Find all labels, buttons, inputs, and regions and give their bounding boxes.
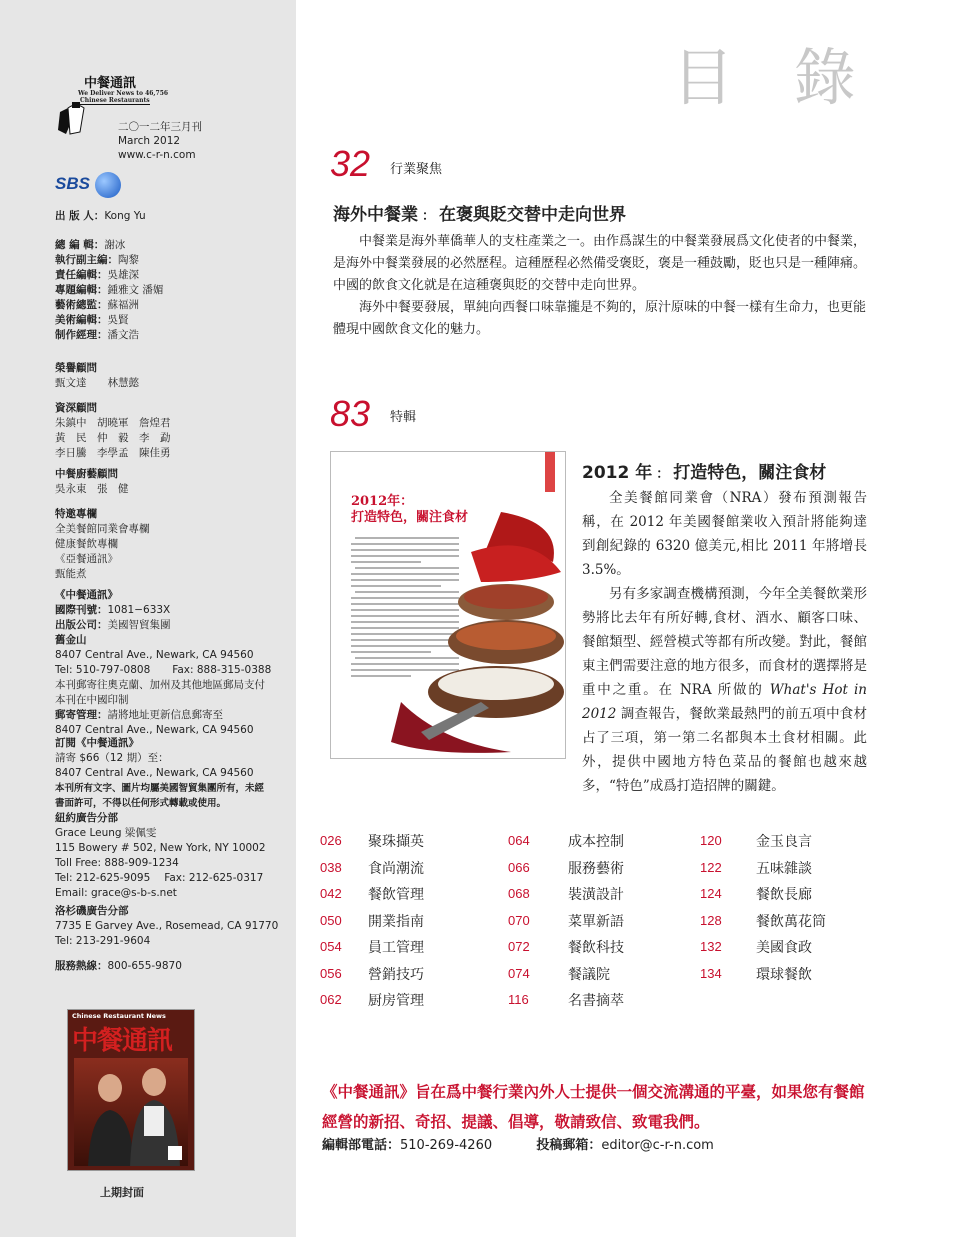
- advisor-names: 吳永東 張 健: [55, 483, 129, 495]
- toc-title: 金玉良言: [756, 834, 812, 850]
- subscription-info: [55, 736, 290, 811]
- advisor-names: 甄文達 林慧懿: [55, 377, 139, 389]
- chef-advisors: [55, 467, 285, 497]
- toc-title: 餐飲科技: [568, 940, 624, 956]
- editor-line-5: [55, 313, 285, 328]
- service-hotline: [55, 959, 290, 974]
- guest-columns: [55, 507, 285, 582]
- toc-item[interactable]: [700, 858, 880, 885]
- toc-item[interactable]: [508, 884, 688, 911]
- contact-fax: Fax: 212-625-0317: [164, 872, 264, 884]
- advisor-names: 黃 民 仲 毅 李 勐: [55, 432, 171, 444]
- editor-line-3: [55, 283, 285, 298]
- toc-page-number: 068: [508, 886, 530, 901]
- subscription-address: 8407 Central Ave., Newark, CA 94560: [55, 767, 254, 779]
- hotline-label: 服務熱線：: [55, 960, 108, 972]
- toc-title: 成本控制: [568, 834, 624, 850]
- ny-ad-office: [55, 811, 290, 901]
- toc-title: 食尚潮流: [368, 860, 424, 877]
- toc-title: 厨房管理: [368, 993, 424, 1009]
- toc-title: 開業指南: [368, 913, 424, 930]
- toc-title: 美國食政: [756, 940, 812, 956]
- toc-item[interactable]: [320, 911, 500, 938]
- editor-line-0: [55, 238, 285, 253]
- toc-page-number: 070: [508, 912, 530, 928]
- thumb-title: 打造特色，關注食材: [351, 510, 469, 525]
- city-label: 舊金山: [55, 634, 87, 646]
- toc-item[interactable]: [700, 964, 880, 991]
- print-note: 本刊在中國印制: [55, 694, 129, 706]
- toc-item[interactable]: [700, 831, 880, 858]
- section-label: 榮譽顧問: [55, 362, 97, 374]
- cover-title-en: Chinese Restaurant News: [72, 1012, 166, 1020]
- toc-page-number: 064: [508, 833, 530, 848]
- toc-item[interactable]: [320, 964, 500, 991]
- paragraph-text: 另有多家調查機構預測，今年全美餐飲業形勢將比去年有所好轉,食材、酒水、顧客口味、餐館類型、經營模式等都有所改變。對此，餐館東主們需要注意的地方很多，而食材的選擇將是重中之重。在 NRA 所做的: [582, 586, 867, 698]
- toc-page-number: 074: [508, 965, 530, 981]
- toc-item[interactable]: [508, 858, 688, 885]
- editor-label: 藝術總監：: [55, 299, 108, 311]
- toc-page-number: 066: [508, 859, 530, 875]
- contact-address: 7735 E Garvey Ave., Rosemead, CA 91770: [55, 920, 279, 932]
- toc-page-number: 132: [700, 939, 722, 954]
- advisor-names: 朱鎮中 胡曉軍 詹煌君: [55, 417, 171, 429]
- report-title: What's Hot in 2012: [582, 682, 867, 722]
- contact-tollfree: Toll Free: 888-909-1234: [55, 857, 179, 869]
- section-label: 紐約廣告分部: [55, 812, 118, 824]
- footer-invitation: [322, 1077, 942, 1137]
- editor-value: 謝冰: [104, 239, 126, 251]
- contact-tel: Tel: 213-291-9604: [55, 935, 151, 947]
- toc-title: 服務藝術: [568, 860, 624, 877]
- feature2-paragraph: 全美餐館同業會（NRA）發布預測報告稱，在 2012 年美國餐館業收入預計將能夠達到創紀錄的 6320 億美元,相比 2011 年將增長 3.5%。: [582, 490, 867, 578]
- toc-column-1: [320, 831, 500, 1017]
- toc-page-number: 056: [320, 965, 342, 981]
- logo-tagline-1: We Deliver News to 46,756: [78, 90, 169, 97]
- editor-line-2: [55, 268, 285, 283]
- headline-part: 在褒與貶交替中走向世界: [439, 205, 627, 225]
- issue-info: [118, 120, 202, 162]
- feature1-category: 行業聚焦: [390, 162, 443, 177]
- toc-title: 營銷技巧: [368, 966, 424, 983]
- editor-label: 美術編輯：: [55, 314, 108, 326]
- thumb-title: 2012年：: [351, 494, 414, 509]
- footer-line: 經營的新招、奇招、提議、倡導，敬請致信、致電我們。: [322, 1112, 710, 1131]
- section-label: 特邀專欄: [55, 508, 97, 520]
- toc-page-number: 120: [700, 833, 722, 848]
- toc-item[interactable]: [320, 831, 500, 858]
- toc-title: 環球餐飲: [756, 966, 812, 983]
- company-value: 美國智貿集團: [107, 619, 171, 631]
- last-issue-cover[interactable]: [68, 1010, 194, 1170]
- issue-date-cn: 二〇一二年三月刊: [118, 121, 202, 133]
- phone-line: [55, 663, 290, 678]
- section-label: 中餐廚藝顧問: [55, 468, 118, 480]
- toc-item[interactable]: [320, 858, 500, 885]
- toc-title: 員工管理: [368, 940, 424, 956]
- toc-item[interactable]: [508, 964, 688, 991]
- toc-column-2: [508, 831, 688, 1017]
- logo-name: 中餐通訊: [84, 76, 137, 91]
- publisher-value: Kong Yu: [104, 210, 146, 222]
- editor-label: 總 編 輯：: [55, 239, 105, 251]
- feature2-headline[interactable]: [582, 458, 826, 483]
- toc-title: 餐飲萬花筒: [756, 913, 826, 930]
- section-label: 資深顧問: [55, 402, 97, 414]
- mail-value: 請將地址更新信息郵寄至: [107, 709, 223, 721]
- column-name: 健康餐飲專欄: [55, 538, 118, 550]
- section-label: 訂閱《中餐通訊》: [55, 737, 139, 749]
- toc-page-number: 134: [700, 965, 722, 981]
- hotline-value: 800-655-9870: [107, 960, 182, 972]
- feature1-summary: [333, 231, 866, 341]
- toc-title: 餐議院: [568, 966, 610, 983]
- editor-line-6: [55, 328, 285, 343]
- masthead-credits: [55, 209, 285, 343]
- editor-label: 專題編輯：: [55, 284, 108, 296]
- column-name: 甄能煮: [55, 568, 87, 580]
- editor-value: 潘文浩: [107, 329, 139, 341]
- feature2-page-number[interactable]: 83: [330, 393, 371, 434]
- page-title: 目 錄: [672, 41, 876, 114]
- editor-value: 蘇福洲: [107, 299, 139, 311]
- office-address: 8407 Central Ave., Newark, CA 94560: [55, 649, 254, 661]
- publisher-company-line: [55, 618, 290, 633]
- headline-part: 2012 年: [582, 463, 653, 483]
- toc-item[interactable]: [508, 990, 688, 1017]
- editor-label: 執行副主編：: [55, 254, 118, 266]
- globe-icon: [95, 172, 121, 198]
- editor-value: 鍾雅文 潘媚: [107, 284, 164, 296]
- toc-item[interactable]: [320, 884, 500, 911]
- publisher-line: [55, 209, 285, 224]
- toc-item[interactable]: [320, 990, 500, 1017]
- headline-separator: ：: [422, 209, 436, 224]
- feature1-paragraph: 海外中餐要發展，單純向西餐口味靠攏是不夠的，原汁原味的中餐一樣有生命力，也更能體現中國飲食文化的魅力。: [333, 300, 867, 337]
- last-cover-caption: 上期封面: [100, 1186, 144, 1199]
- issue-date-en: March 2012: [118, 135, 181, 147]
- issn-line: [55, 603, 290, 618]
- issn-value: 1081−633X: [107, 604, 171, 616]
- feature2-category: 特輯: [390, 410, 417, 425]
- editor-line-4: [55, 298, 285, 313]
- contact-address: 115 Bowery # 502, New York, NY 10002: [55, 842, 266, 854]
- postal-note: 本刊郵寄往奧克蘭、加州及其他地區郵局支付: [55, 679, 265, 691]
- toc-page-number: 042: [320, 886, 342, 901]
- toc-title: 裝潢設計: [568, 887, 624, 903]
- toc-page-number: 038: [320, 859, 342, 875]
- editor-label: 制作經理：: [55, 329, 108, 341]
- honorary-advisors: [55, 361, 285, 391]
- headline-separator: ：: [656, 467, 670, 482]
- footer-line: 《中餐通訊》旨在爲中餐行業內外人士提供一個交流溝通的平臺，如果您有餐館: [322, 1082, 865, 1101]
- toc-item[interactable]: [508, 911, 688, 938]
- toc-item[interactable]: [508, 831, 688, 858]
- column-name: 全美餐館同業會專欄: [55, 523, 150, 535]
- toc-column-3: [700, 831, 880, 990]
- section-label: 《中餐通訊》: [55, 589, 118, 601]
- section-label: 洛杉磯廣告分部: [55, 905, 129, 917]
- advisor-names: 李日騰 李學孟 陳佳勇: [55, 447, 171, 459]
- toc-title: 聚珠擷英: [368, 834, 424, 850]
- masthead-sidebar: [0, 0, 296, 1237]
- la-ad-office: [55, 904, 290, 949]
- toc-page-number: 050: [320, 912, 342, 928]
- feature1-paragraph: 中餐業是海外華僑華人的支柱產業之一。由作爲謀生的中餐業發展爲文化使者的中餐業，是海外中餐業發展的必然歷程。這種歷程必然備受褒貶，褒是一種鼓勵，貶也只是一種陣痛。中國的飲食文化就是在這種褒與貶的交替中走向世界。: [333, 234, 867, 293]
- toc-page-number: 062: [320, 992, 342, 1007]
- feature2-paragraph: [582, 582, 867, 798]
- toc-page-number: 122: [700, 859, 722, 875]
- headline-part: 海外中餐業: [333, 205, 418, 225]
- footer-contacts: [322, 1134, 714, 1153]
- toc-title: 五味雜談: [756, 860, 812, 877]
- ny-phone-line: [55, 871, 290, 886]
- toc-page-number: 072: [508, 939, 530, 954]
- feature2-summary: [582, 486, 867, 798]
- copyright-notice: 本刊所有文字、圖片均屬美國智貿集團所有，未經: [55, 783, 265, 794]
- mail-address: 8407 Central Ave., Newark, CA 94560: [55, 724, 254, 736]
- editorial-phone[interactable]: 510-269-4260: [400, 1138, 493, 1153]
- toc-title: 名書摘萃: [568, 993, 624, 1009]
- contact-tel: Tel: 212-625-9095: [55, 872, 151, 884]
- publisher-label: 出 版 人：: [55, 210, 105, 222]
- senior-advisors: [55, 401, 285, 461]
- editor-value: 吳賢: [107, 314, 129, 326]
- feature1-headline[interactable]: [333, 200, 626, 225]
- logo-tagline-2: Chinese Restaurants: [80, 97, 150, 104]
- sbs-logo: [55, 170, 135, 200]
- office-tel: Tel: 510-797-0808: [55, 664, 151, 676]
- cover-title-cn: 中餐通訊: [72, 1026, 173, 1056]
- contact-email[interactable]: Email: grace@s-b-s.net: [55, 887, 177, 899]
- toc-page-number: 128: [700, 912, 722, 928]
- feature2-thumbnail[interactable]: [330, 451, 566, 759]
- toc-page-number: 026: [320, 833, 342, 848]
- editorial-email[interactable]: editor@c-r-n.com: [601, 1138, 714, 1153]
- cover-people-image: [74, 1058, 188, 1166]
- toc-item[interactable]: [700, 884, 880, 911]
- paragraph-text: 調查報告，餐飲業最熱門的前五項中食材占了三項，第一第二名都與本土食材相關。此外，提供中國地方特色菜品的餐館也越來越多，“特色”成爲打造招牌的關鍵。: [582, 706, 867, 794]
- toc-title: 餐飲管理: [368, 887, 424, 903]
- toc-page-number: 116: [508, 992, 529, 1007]
- toc-page-number: 124: [700, 886, 722, 901]
- sbs-logo-text: SBS: [55, 174, 90, 193]
- phone-label: 編輯部電話：: [322, 1138, 401, 1153]
- issue-website[interactable]: www.c-r-n.com: [118, 149, 196, 161]
- publication-info: [55, 588, 290, 738]
- editor-value: 陶黎: [118, 254, 139, 266]
- thumb-food-image: [331, 452, 565, 758]
- toc-title: 菜單新語: [568, 913, 624, 930]
- subscription-price: 請寄 $66（12 期）至：: [55, 752, 169, 764]
- toc-item[interactable]: [700, 911, 880, 938]
- toc-title: 餐飲長廊: [756, 887, 812, 903]
- email-label: 投稿郵箱：: [536, 1138, 602, 1153]
- mail-label: 郵寄管理：: [55, 709, 108, 721]
- cover-photo: [74, 1058, 188, 1166]
- editor-line-1: [55, 253, 285, 268]
- toc-item[interactable]: [700, 937, 880, 964]
- toc-item[interactable]: [320, 937, 500, 964]
- company-label: 出版公司：: [55, 619, 108, 631]
- contact-name: Grace Leung 梁佩雯: [55, 827, 157, 839]
- mail-management-line: [55, 708, 290, 723]
- toc-page-number: 054: [320, 939, 342, 954]
- headline-part: 打造特色，關注食材: [673, 463, 827, 483]
- column-name: 《亞餐通訊》: [55, 553, 118, 565]
- editor-value: 吳雄深: [107, 269, 139, 281]
- office-fax: Fax: 888-315-0388: [172, 664, 272, 676]
- copyright-notice: 書面許可，不得以任何形式轉載或使用。: [55, 798, 227, 809]
- toc-item[interactable]: [508, 937, 688, 964]
- issn-label: 國際刊號：: [55, 604, 108, 616]
- editor-label: 責任編輯：: [55, 269, 108, 281]
- feature1-page-number[interactable]: 32: [330, 143, 371, 184]
